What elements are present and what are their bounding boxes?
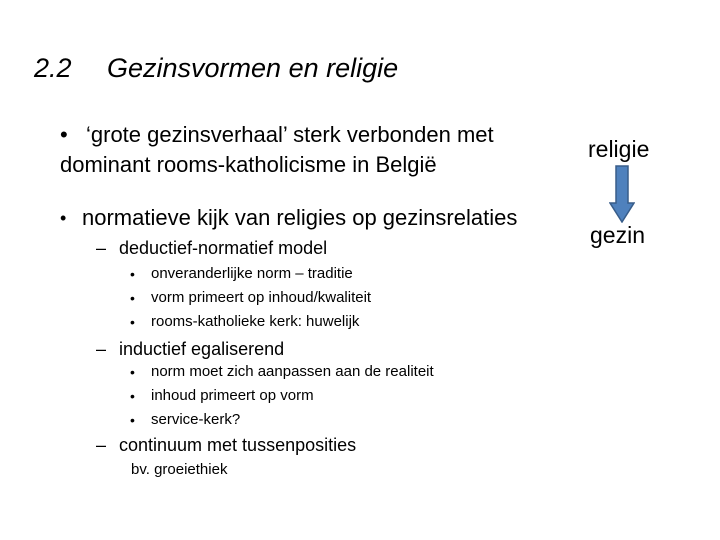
bullet2-text: normatieve kijk van religies op gezinsrelaties [82, 205, 518, 230]
item-marker: • [130, 364, 135, 380]
item-marker: • [130, 266, 135, 282]
bullet-marker: • [60, 208, 67, 228]
bullet1-line1: ‘grote gezinsverhaal’ sterk verbonden met [86, 122, 494, 147]
item-marker: • [130, 290, 135, 306]
list-item: vorm primeert op inhoud/kwaliteit [151, 289, 372, 306]
item-marker: • [130, 388, 135, 404]
sub-dash: – [96, 238, 107, 258]
sub-note: bv. groeiethiek [131, 461, 228, 478]
sub-dash: – [96, 339, 107, 359]
sub-continuum: continuum met tussenposities [119, 435, 357, 455]
item-marker: • [130, 412, 135, 428]
arrow-down-icon [609, 165, 635, 223]
label-gezin: gezin [590, 222, 645, 248]
list-item: norm moet zich aanpassen aan de realiteit [151, 363, 434, 380]
bullet-marker: • [60, 122, 68, 147]
sub-deductief: deductief-normatief model [119, 238, 328, 258]
sub-dash: – [96, 435, 107, 455]
list-item: rooms-katholieke kerk: huwelijk [151, 313, 360, 330]
item-marker: • [130, 314, 135, 330]
list-item: inhoud primeert op vorm [151, 387, 314, 404]
list-item: onveranderlijke norm – traditie [151, 265, 353, 282]
slide-title: Gezinsvormen en religie [107, 53, 399, 83]
label-religie: religie [588, 136, 650, 162]
section-number: 2.2 [34, 53, 72, 83]
sub-inductief: inductief egaliserend [119, 339, 285, 359]
bullet1-line2: dominant rooms-katholicisme in België [60, 152, 437, 177]
list-item: service-kerk? [151, 411, 241, 428]
